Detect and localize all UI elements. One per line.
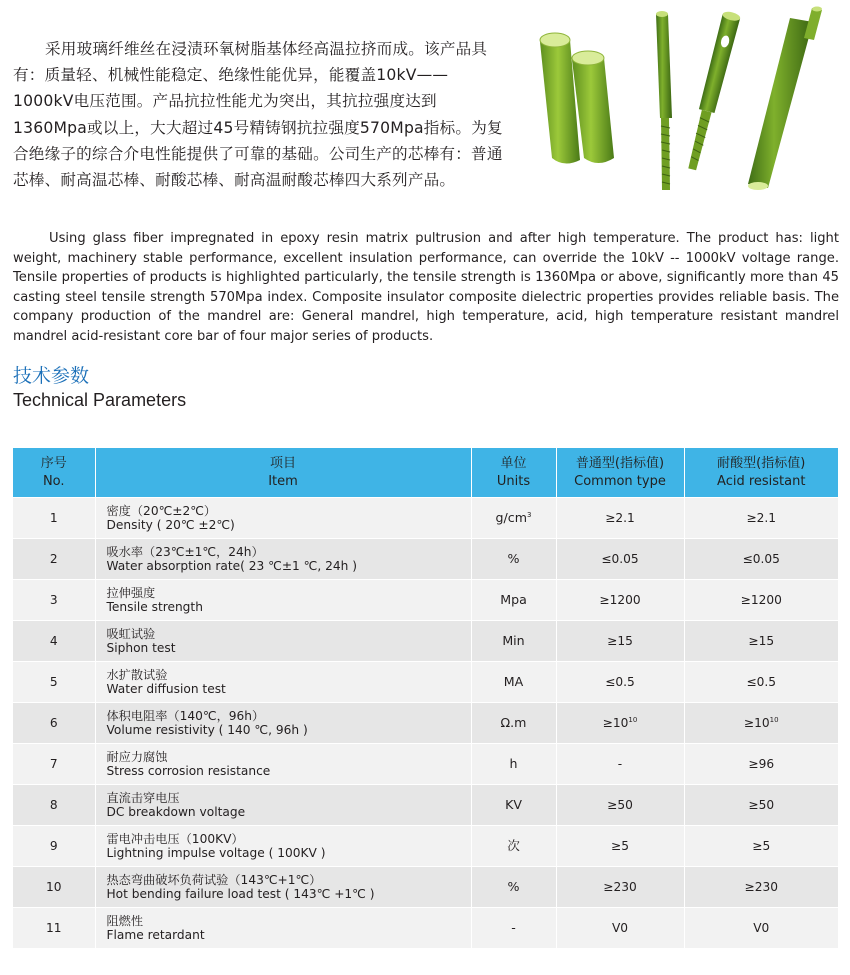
row-number: 1: [13, 498, 95, 539]
table-row: [13, 826, 838, 867]
row-unit: %: [471, 539, 556, 580]
item-name-cn: 阻燃性: [106, 914, 144, 928]
item-name-cn: 水扩散试验: [106, 668, 168, 682]
item-name-en: Density ( 20℃ ±2℃): [106, 518, 235, 532]
row-number: 8: [13, 785, 95, 826]
item-name-cn: 吸虹试验: [106, 627, 156, 641]
row-unit: -: [471, 908, 556, 949]
row-number: 9: [13, 826, 95, 867]
item-name-en: Water diffusion test: [106, 682, 226, 696]
row-number: 4: [13, 621, 95, 662]
row-acid-value: ≥96: [684, 744, 838, 785]
item-name-cn: 雷电冲击电压（100KV）: [106, 832, 244, 846]
threaded-rod-2: [684, 10, 741, 172]
row-number: 10: [13, 867, 95, 908]
table-row: [13, 785, 838, 826]
item-name-en: Water absorption rate( 23 ℃±1 ℃, 24h ): [106, 559, 357, 573]
row-number: 3: [13, 580, 95, 621]
row-common-value: ≤0.05: [556, 539, 684, 580]
row-common-value: -: [556, 744, 684, 785]
section-title-english: Technical Parameters: [13, 390, 187, 410]
table-header-row: [13, 448, 838, 498]
row-acid-value: ≥5: [684, 826, 838, 867]
table-row: [13, 867, 838, 908]
core-rod-product-photo: [528, 0, 850, 200]
item-name-cn: 吸水率（23℃±1℃，24h）: [106, 545, 264, 559]
row-common-value: ≥15: [556, 621, 684, 662]
row-item: [95, 785, 471, 826]
row-acid-value: ≥2.1: [684, 498, 838, 539]
row-unit: $g/cm^3$: [471, 498, 556, 539]
table-row: [13, 703, 838, 744]
item-name-en: Stress corrosion resistance: [106, 764, 271, 778]
item-name-en: Tensile strength: [106, 600, 203, 614]
row-unit: Min: [471, 621, 556, 662]
row-acid-value: ≥230: [684, 867, 838, 908]
row-item: [95, 580, 471, 621]
row-item: [95, 867, 471, 908]
row-acid-value: ≤0.5: [684, 662, 838, 703]
header-item: 项目 Item: [95, 448, 471, 498]
row-acid-value: ≤0.05: [684, 539, 838, 580]
row-common-value: ≥2.1: [556, 498, 684, 539]
item-name-cn: 拉伸强度: [106, 586, 156, 600]
section-title-chinese: 技术参数: [13, 365, 90, 387]
row-unit: h: [471, 744, 556, 785]
table-row: [13, 580, 838, 621]
item-name-cn: 直流击穿电压: [106, 791, 180, 805]
item-name-en: Hot bending failure load test ( 143℃ +1℃ ): [106, 887, 375, 901]
item-name-cn: 热态弯曲破坏负荷试验（143℃+1℃）: [106, 873, 322, 887]
table-row: [13, 498, 838, 539]
row-item: [95, 539, 471, 580]
header-units: 单位 Units: [471, 448, 556, 498]
row-acid-value: $\ge 10^{10}$: [684, 703, 838, 744]
item-name-en: Lightning impulse voltage ( 100KV ): [106, 846, 326, 860]
table-row: [13, 621, 838, 662]
row-item: [95, 621, 471, 662]
header-acid-resistant: 耐酸型(指标值) Acid resistant: [684, 448, 838, 498]
row-common-value: ≥1200: [556, 580, 684, 621]
row-common-value: ≥230: [556, 867, 684, 908]
threaded-rod-1: [656, 11, 672, 190]
row-common-value: ≥5: [556, 826, 684, 867]
header-common-type: 普通型(指标值) Common type: [556, 448, 684, 498]
intro-english-paragraph: Using glass fiber impregnated in epoxy resin matrix pultrusion and after high temperature. The product has: light weight, machinery stable performance, excellent insulation performance, can override the 10kV -- 1000kV voltage range. Tensile properties of products is highlighted particularly, the tensile strength is 1360Mpa or above, significantly more than 45 casting steel tensile strength 570Mpa index. Composite insulator composite dielectric properties provides reliable basis. The company production of the mandrel are: General mandrel, high temperature, acid, high temperature resistant mandrel mandrel acid-resistant core bar of four major series of products.: [13, 231, 839, 344]
row-unit: %: [471, 867, 556, 908]
short-rod-left: [540, 33, 580, 164]
table-row: [13, 908, 838, 949]
item-name-en: Siphon test: [106, 641, 176, 655]
header-no: 序号 No.: [13, 448, 95, 498]
item-name-cn: 密度（20℃±2℃）: [106, 504, 217, 518]
row-item: [95, 662, 471, 703]
row-acid-value: ≥1200: [684, 580, 838, 621]
intro-chinese-paragraph: 采用玻璃纤维丝在浸渍环氧树脂基体经高温拉挤而成。该产品具有：质量轻、机械性能稳定、绝缘性能优异，能覆盖10kV——1000kV电压范围。产品抗拉性能尤为突出，其抗拉强度达到1360Mpa或以上，大大超过45号精铸钢抗拉强度570Mpa指标。为复合绝缘子的综合介电性能提供了可靠的基础。公司生产的芯棒有：普通芯棒、耐高温芯棒、耐酸芯棒、耐高温耐酸芯棒四大系列产品。: [13, 40, 503, 190]
item-name-en: Flame retardant: [106, 928, 205, 942]
long-rod: [748, 7, 822, 191]
row-unit: Mpa: [471, 580, 556, 621]
item-name-cn: 体积电阻率（140℃，96h）: [106, 709, 265, 723]
row-acid-value: ≥50: [684, 785, 838, 826]
row-number: 2: [13, 539, 95, 580]
row-item: [95, 703, 471, 744]
row-item: [95, 744, 471, 785]
row-acid-value: V0: [684, 908, 838, 949]
row-common-value: ≥50: [556, 785, 684, 826]
item-name-cn: 耐应力腐蚀: [106, 750, 168, 764]
item-name-en: Volume resistivity ( 140 ℃, 96h ): [106, 723, 308, 737]
table-row: [13, 744, 838, 785]
row-unit: 次: [471, 826, 556, 867]
row-unit: KV: [471, 785, 556, 826]
row-unit: MA: [471, 662, 556, 703]
row-common-value: ≤0.5: [556, 662, 684, 703]
table-row: [13, 539, 838, 580]
row-item: [95, 498, 471, 539]
row-item: [95, 908, 471, 949]
table-row: [13, 662, 838, 703]
row-number: 5: [13, 662, 95, 703]
row-number: 7: [13, 744, 95, 785]
row-acid-value: ≥15: [684, 621, 838, 662]
item-name-en: DC breakdown voltage: [106, 805, 246, 819]
technical-parameters-table: [13, 448, 838, 949]
row-unit: Ω.m: [471, 703, 556, 744]
row-common-value: V0: [556, 908, 684, 949]
row-common-value: $\ge 10^{10}$: [556, 703, 684, 744]
row-number: 6: [13, 703, 95, 744]
row-item: [95, 826, 471, 867]
row-number: 11: [13, 908, 95, 949]
